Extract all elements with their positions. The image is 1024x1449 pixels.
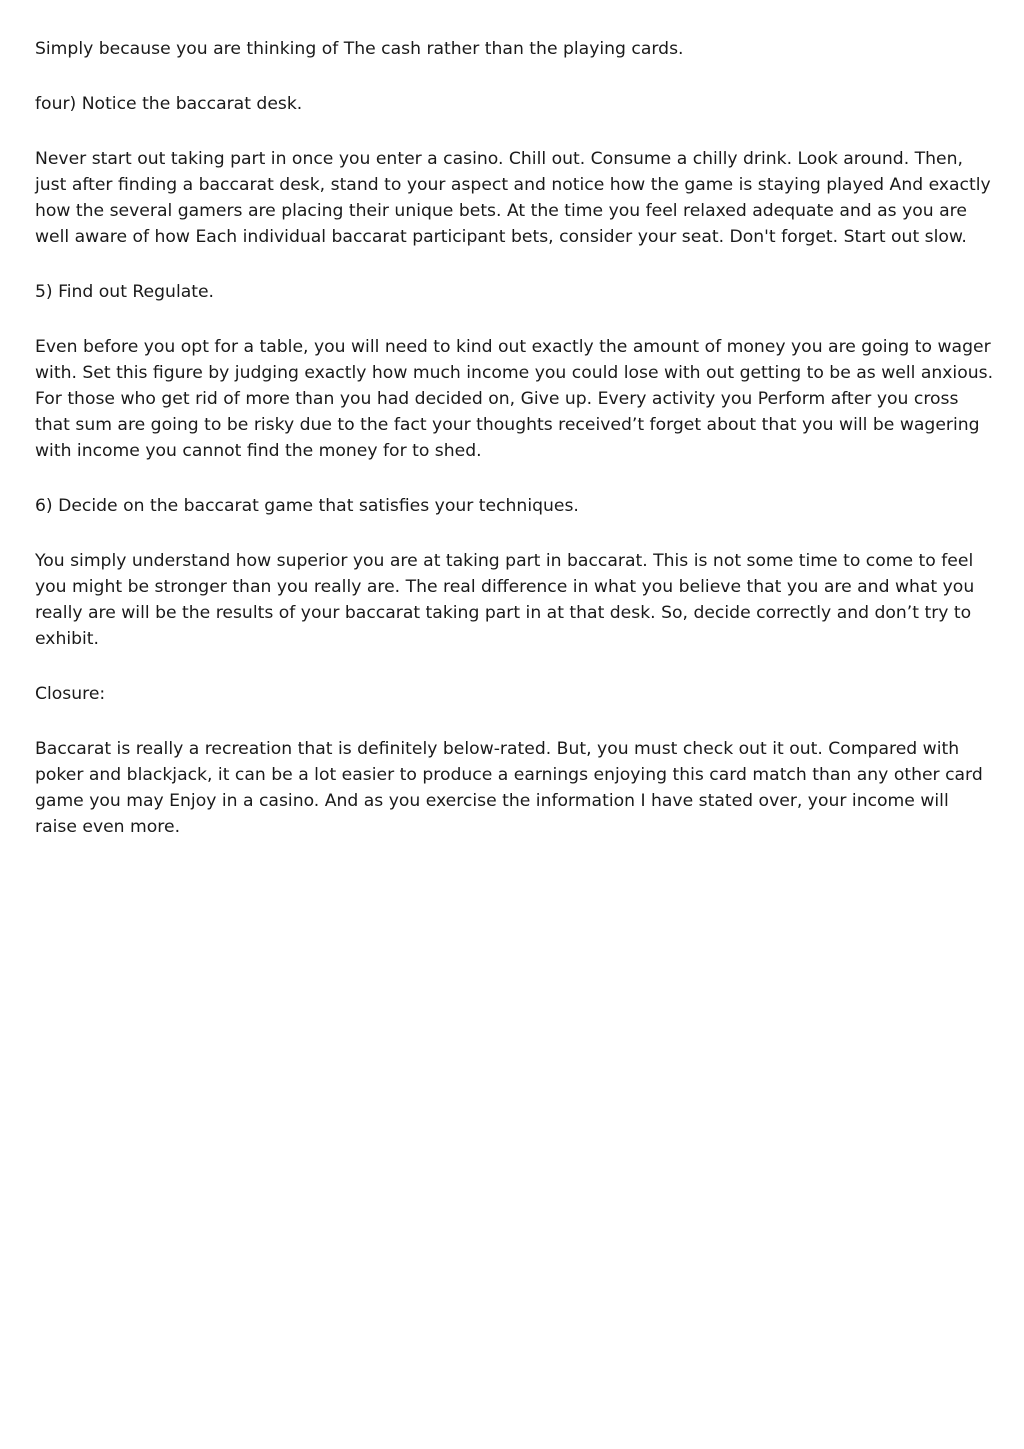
heading-step-5: 5) Find out Regulate. — [35, 282, 215, 302]
paragraph-step-4: Never start out taking part in once you enter a casino. Chill out. Consume a chilly drink. Look around. Then, just after finding a baccarat desk, stand to your aspect and notice how the game is staying played And exactly how the several gamers are placing their unique bets. At the time you feel relaxed adequate and as you are well aware of how Each individual baccarat participant bets, consider your seat. Don't forget. Start out slow. — [35, 149, 991, 247]
paragraph-closure: Baccarat is really a recreation that is definitely below-rated. But, you must check out it out. Compared with poker and blackjack, it can be a lot easier to produce a earnings enjoying this card match than any other card game you may Enjoy in a casino. And as you exercise the information I have stated over, your income will raise even more. — [35, 739, 983, 837]
heading-step-4: four) Notice the baccarat desk. — [35, 94, 303, 114]
heading-closure: Closure: — [35, 684, 106, 704]
heading-step-6: 6) Decide on the baccarat game that satisfies your techniques. — [35, 496, 579, 516]
paragraph-step-5: Even before you opt for a table, you will need to kind out exactly the amount of money you are going to wager with. Set this figure by judging exactly how much income you could lose with out getting to be as well anxious. For those who get rid of more than you had decided on, Give up. Every activity you Perform after you cross that sum are going to be risky due to the fact your thoughts received’t forget about that you will be wagering with income you cannot find the money for to shed. — [35, 337, 994, 461]
document-body — [35, 36, 995, 869]
paragraph-intro-end: Simply because you are thinking of The cash rather than the playing cards. — [35, 39, 684, 59]
paragraph-step-6: You simply understand how superior you are at taking part in baccarat. This is not some time to come to feel you might be stronger than you really are. The real difference in what you believe that you are and what you really are will be the results of your baccarat taking part in at that desk. So, decide correctly and don’t try to exhibit. — [35, 551, 975, 649]
